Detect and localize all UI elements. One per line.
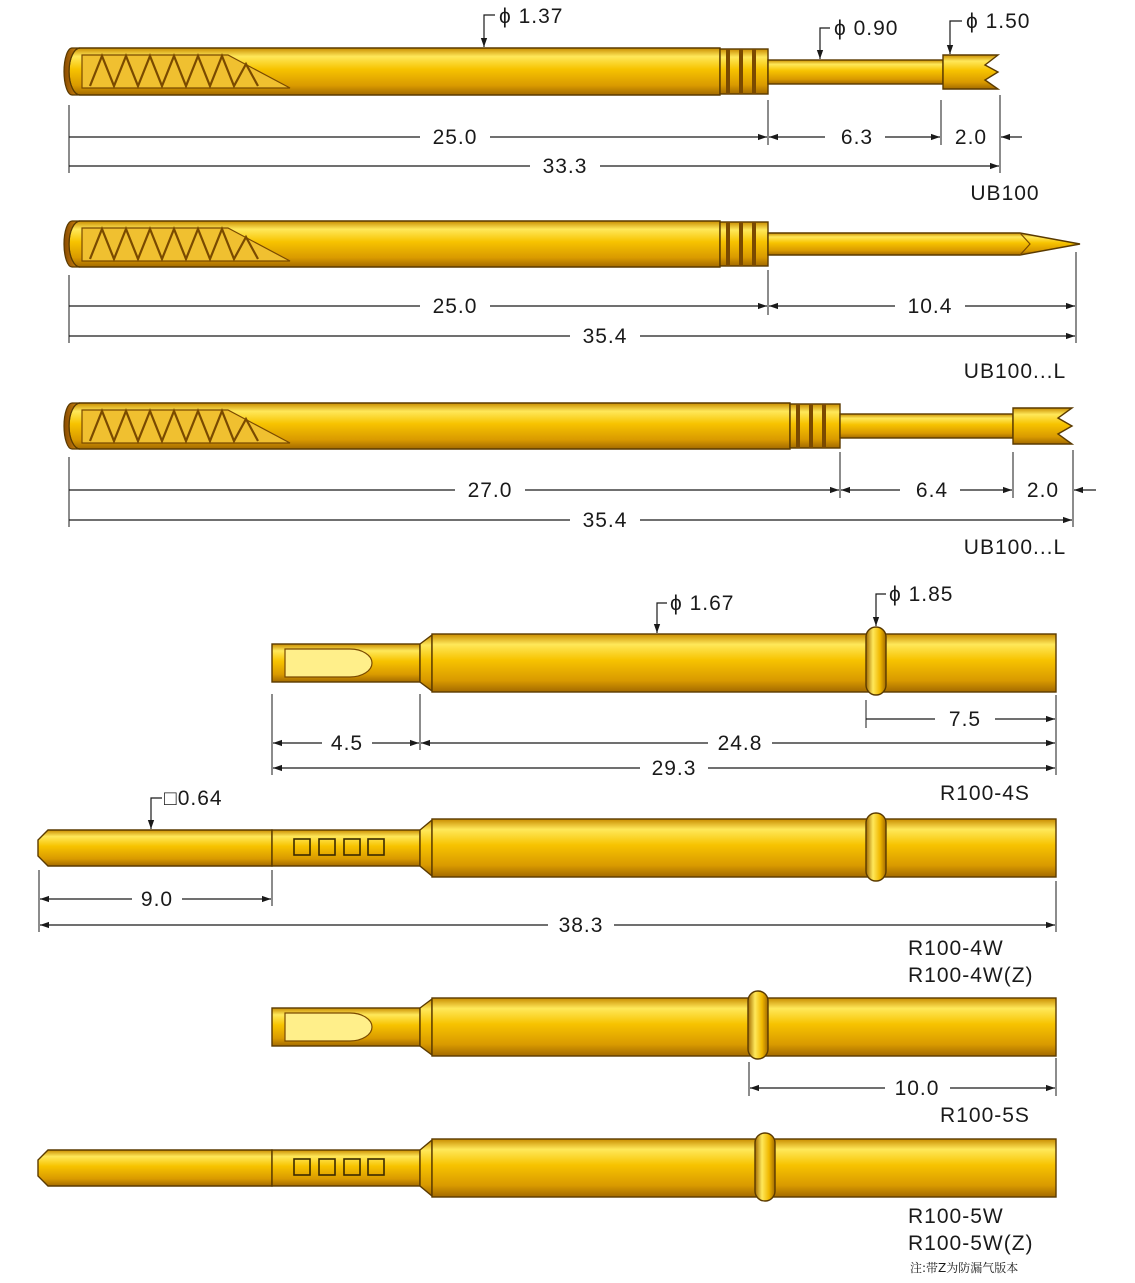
dim-ub100l2-2-0: 2.0: [1026, 479, 1060, 502]
dim-r100-4s-4-5: 4.5: [330, 732, 364, 755]
dim-r100-4s-7-5: 7.5: [948, 708, 982, 731]
groove-section: [720, 49, 768, 94]
receptacle-label-r100-5w: R100-5W: [908, 1205, 1004, 1228]
receptacle-r100-4w: [38, 813, 1056, 881]
dim-ub100l2-27-0: 27.0: [467, 479, 513, 502]
probe-ub100: [64, 48, 998, 95]
dia-r100-1-67: 1.67: [689, 592, 735, 615]
dim-ub100l2-6-4: 6.4: [915, 479, 949, 502]
receptacle-label-r100-5w-z: R100-5W(Z): [908, 1232, 1034, 1255]
dim-ub100l2-35-4: 35.4: [582, 509, 628, 532]
probe-label-ub100-l-1: UB100...L: [963, 360, 1067, 383]
labels-r100-5w: [908, 1205, 1034, 1275]
dims-r100-5s: [749, 1058, 1056, 1127]
dim-ub100l-35-4: 35.4: [582, 325, 628, 348]
receptacle-label-r100-4w-z: R100-4W(Z): [908, 964, 1034, 987]
dia-r100-1-85: 1.85: [908, 583, 954, 606]
svg-text:ϕ 1.85: ϕ 1.85: [889, 583, 954, 606]
dims-ub100-l-pointed: [69, 252, 1076, 383]
svg-text:ϕ 1.67: ϕ 1.67: [670, 592, 735, 615]
receptacle-r100-5s: [272, 991, 1056, 1059]
dia-ub100-0-90: 0.90: [853, 17, 899, 40]
svg-text:□0.64: □0.64: [164, 787, 223, 810]
dia-ub100-1-50: 1.50: [985, 10, 1031, 33]
receptacle-label-r100-4w: R100-4W: [908, 937, 1004, 960]
dims-ub100: [69, 95, 1040, 205]
callouts-r100-4s: [657, 583, 953, 633]
dim-ub100-25-0: 25.0: [432, 126, 478, 149]
dim-ub100l-10-4: 10.4: [907, 295, 953, 318]
dim-ub100-6-3: 6.3: [840, 126, 874, 149]
probe-label-ub100-l-2: UB100...L: [963, 536, 1067, 559]
receptacle-label-r100-4s: R100-4S: [940, 782, 1030, 805]
receptacle-r100-5w: [38, 1133, 1056, 1201]
dim-r100-4w-38-3: 38.3: [558, 914, 604, 937]
dim-ub100l-25-0: 25.0: [432, 295, 478, 318]
dims-r100-4w: [39, 787, 1056, 987]
dims-ub100-l-crown: [69, 450, 1096, 559]
receptacle-label-r100-5s: R100-5S: [940, 1104, 1030, 1127]
square-0-64: 0.64: [177, 787, 223, 810]
probe-label-ub100: UB100: [970, 182, 1040, 205]
dims-r100-4s: [272, 694, 1056, 805]
svg-text:ϕ 1.50: ϕ 1.50: [966, 10, 1031, 33]
dia-ub100-1-37: 1.37: [518, 5, 564, 28]
dim-r100-4s-29-3: 29.3: [651, 757, 697, 780]
svg-text:ϕ 1.37: ϕ 1.37: [499, 5, 564, 28]
probe-ub100-l-crown: [64, 403, 1072, 449]
probe-ub100-l-pointed: [64, 221, 1080, 267]
dim-r100-5s-10-0: 10.0: [894, 1077, 940, 1100]
dim-r100-4s-24-8: 24.8: [717, 732, 763, 755]
dim-ub100-2-0: 2.0: [954, 126, 988, 149]
receptacle-r100-4s: [272, 627, 1056, 695]
footnote: 注:带Z为防漏气版本: [910, 1261, 1019, 1275]
dim-ub100-33-3: 33.3: [542, 155, 588, 178]
svg-text:ϕ 0.90: ϕ 0.90: [834, 17, 899, 40]
dim-r100-4w-9-0: 9.0: [140, 888, 174, 911]
